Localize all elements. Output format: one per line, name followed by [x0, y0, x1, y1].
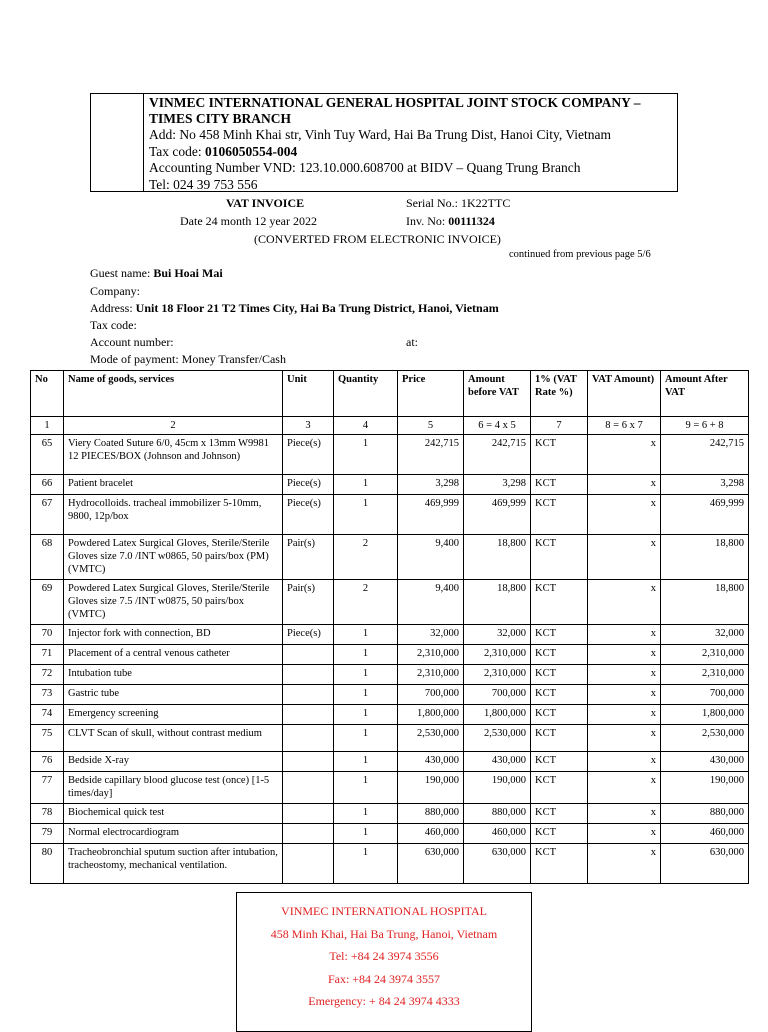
row-amount-after-vat: 700,000: [661, 685, 749, 705]
company-tax-code: Tax code: 0106050554-004: [149, 143, 298, 159]
row-no: 73: [31, 685, 64, 705]
row-item-name: Powdered Latex Surgical Gloves, Sterile/Sterile Gloves size 7.5 /INT w0875, 50 pairs/box (VMTC): [64, 580, 283, 625]
row-quantity: 1: [334, 804, 398, 824]
stamp-line-name: VINMEC INTERNATIONAL HOSPITAL: [281, 904, 487, 918]
header-name: Name of goods, services: [64, 371, 283, 417]
table-row: [31, 844, 749, 884]
row-no: 67: [31, 495, 64, 535]
row-price: 9,400: [398, 580, 464, 625]
index-cell: 1: [31, 417, 64, 435]
row-price: 1,800,000: [398, 705, 464, 725]
index-cell: 9 = 6 + 8: [661, 417, 749, 435]
row-quantity: 1: [334, 685, 398, 705]
row-amount-after-vat: 18,800: [661, 535, 749, 580]
index-cell: 3: [283, 417, 334, 435]
row-price: 242,715: [398, 435, 464, 475]
payment-mode: Mode of payment: Money Transfer/Cash: [90, 352, 286, 366]
row-vat-amount: x: [588, 580, 661, 625]
index-cell: 6 = 4 x 5: [464, 417, 531, 435]
table-row: [31, 495, 749, 535]
row-amount-after-vat: 630,000: [661, 844, 749, 884]
stamp-line-fax: Fax: +84 24 3974 3557: [327, 971, 441, 986]
row-no: 68: [31, 535, 64, 580]
row-amount-before-vat: 18,800: [464, 580, 531, 625]
row-amount-after-vat: 190,000: [661, 772, 749, 804]
table-row: [31, 580, 749, 625]
row-price: 460,000: [398, 824, 464, 844]
row-item-name: CLVT Scan of skull, without contrast medium: [64, 725, 283, 752]
row-unit: Piece(s): [283, 475, 334, 495]
row-item-name: Patient bracelet: [64, 475, 283, 495]
row-amount-after-vat: 32,000: [661, 625, 749, 645]
row-amount-after-vat: 1,800,000: [661, 705, 749, 725]
company-field: Company:: [90, 284, 140, 298]
account-at-field: at:: [406, 335, 418, 349]
company-name: VINMEC INTERNATIONAL GENERAL HOSPITAL JOINT STOCK COMPANY – TIMES CITY BRANCH: [149, 95, 641, 126]
row-quantity: 1: [334, 824, 398, 844]
row-quantity: 1: [334, 435, 398, 475]
row-item-name: Powdered Latex Surgical Gloves, Sterile/Sterile Gloves size 7.0 /INT w0865, 50 pairs/box (PM) (VMTC): [64, 535, 283, 580]
row-quantity: 2: [334, 535, 398, 580]
header-amount-before-vat: Amount before VAT: [464, 371, 531, 417]
row-price: 630,000: [398, 844, 464, 884]
row-vat-rate: KCT: [531, 645, 588, 665]
table-row: [31, 475, 749, 495]
row-no: 76: [31, 752, 64, 772]
header-no: No: [31, 371, 64, 417]
row-price: 2,310,000: [398, 645, 464, 665]
header-vat-rate: 1% (VAT Rate %): [531, 371, 588, 417]
table-row: [31, 804, 749, 824]
index-cell: 8 = 6 x 7: [588, 417, 661, 435]
table-row: [31, 685, 749, 705]
row-no: 77: [31, 772, 64, 804]
row-item-name: Viery Coated Suture 6/0, 45cm x 13mm W9981 12 PIECES/BOX (Johnson and Johnson): [64, 435, 283, 475]
row-amount-before-vat: 2,530,000: [464, 725, 531, 752]
row-amount-before-vat: 469,999: [464, 495, 531, 535]
guest-name: Guest name: Bui Hoai Mai: [90, 266, 223, 280]
table-row: [31, 752, 749, 772]
row-vat-amount: x: [588, 625, 661, 645]
row-item-name: Tracheobronchial sputum suction after intubation, tracheostomy, mechanical ventilation.: [64, 844, 283, 884]
tax-code-field: Tax code:: [90, 318, 137, 332]
address-field: Address: Unit 18 Floor 21 T2 Times City, Hai Ba Trung District, Hanoi, Vietnam: [90, 301, 499, 315]
company-account: Accounting Number VND: 123.10.000.608700 at BIDV – Quang Trung Branch: [149, 160, 581, 175]
row-amount-before-vat: 630,000: [464, 844, 531, 884]
row-vat-amount: x: [588, 475, 661, 495]
row-vat-rate: KCT: [531, 665, 588, 685]
row-amount-before-vat: 18,800: [464, 535, 531, 580]
row-vat-rate: KCT: [531, 752, 588, 772]
row-price: 2,310,000: [398, 665, 464, 685]
row-unit: [283, 752, 334, 772]
row-item-name: Injector fork with connection, BD: [64, 625, 283, 645]
row-vat-amount: x: [588, 824, 661, 844]
row-unit: [283, 665, 334, 685]
row-vat-amount: x: [588, 435, 661, 475]
row-vat-amount: x: [588, 495, 661, 535]
row-amount-after-vat: 2,530,000: [661, 725, 749, 752]
logo-cell: [91, 94, 144, 191]
row-price: 2,530,000: [398, 725, 464, 752]
row-no: 74: [31, 705, 64, 725]
row-no: 71: [31, 645, 64, 665]
row-unit: Pair(s): [283, 535, 334, 580]
stamp-line-emergency: Emergency: + 84 24 3974 4333: [308, 994, 460, 1009]
row-item-name: Gastric tube: [64, 685, 283, 705]
row-quantity: 1: [334, 665, 398, 685]
row-quantity: 1: [334, 725, 398, 752]
row-amount-after-vat: 18,800: [661, 580, 749, 625]
row-vat-rate: KCT: [531, 580, 588, 625]
row-price: 469,999: [398, 495, 464, 535]
row-unit: Piece(s): [283, 625, 334, 645]
row-unit: [283, 645, 334, 665]
index-cell: 5: [398, 417, 464, 435]
row-no: 66: [31, 475, 64, 495]
header-quantity: Quantity: [334, 371, 398, 417]
row-quantity: 1: [334, 475, 398, 495]
row-vat-rate: KCT: [531, 725, 588, 752]
row-quantity: 1: [334, 844, 398, 884]
header-unit: Unit: [283, 371, 334, 417]
row-vat-amount: x: [588, 535, 661, 580]
row-price: 700,000: [398, 685, 464, 705]
row-no: 79: [31, 824, 64, 844]
row-amount-after-vat: 460,000: [661, 824, 749, 844]
header-price: Price: [398, 371, 464, 417]
row-vat-rate: KCT: [531, 495, 588, 535]
row-vat-rate: KCT: [531, 475, 588, 495]
row-item-name: Bedside capillary blood glucose test (once) [1-5 times/day]: [64, 772, 283, 804]
index-cell: 7: [531, 417, 588, 435]
row-vat-amount: x: [588, 844, 661, 884]
row-vat-amount: x: [588, 752, 661, 772]
row-vat-rate: KCT: [531, 625, 588, 645]
row-vat-amount: x: [588, 665, 661, 685]
row-vat-amount: x: [588, 645, 661, 665]
table-row: [31, 535, 749, 580]
row-amount-after-vat: 3,298: [661, 475, 749, 495]
row-unit: [283, 824, 334, 844]
row-vat-rate: KCT: [531, 804, 588, 824]
converted-note: (CONVERTED FROM ELECTRONIC INVOICE): [254, 232, 501, 246]
row-vat-rate: KCT: [531, 705, 588, 725]
row-item-name: Bedside X-ray: [64, 752, 283, 772]
row-amount-before-vat: 460,000: [464, 824, 531, 844]
row-amount-before-vat: 242,715: [464, 435, 531, 475]
row-item-name: Emergency screening: [64, 705, 283, 725]
row-unit: Pair(s): [283, 580, 334, 625]
row-amount-after-vat: 430,000: [661, 752, 749, 772]
row-quantity: 1: [334, 772, 398, 804]
invoice-number: Inv. No: 00111324: [406, 214, 495, 228]
row-item-name: Hydrocolloids. tracheal immobilizer 5-10mm, 9800, 12p/box: [64, 495, 283, 535]
row-unit: [283, 685, 334, 705]
row-item-name: Biochemical quick test: [64, 804, 283, 824]
company-info: [149, 95, 677, 193]
row-amount-after-vat: 469,999: [661, 495, 749, 535]
table-row: [31, 705, 749, 725]
row-unit: Piece(s): [283, 495, 334, 535]
table-row: [31, 625, 749, 645]
row-price: 3,298: [398, 475, 464, 495]
row-amount-before-vat: 32,000: [464, 625, 531, 645]
row-vat-amount: x: [588, 772, 661, 804]
invoice-items-table: [30, 370, 749, 884]
invoice-title: VAT INVOICE: [226, 196, 305, 210]
row-amount-before-vat: 3,298: [464, 475, 531, 495]
row-no: 72: [31, 665, 64, 685]
row-item-name: Placement of a central venous catheter: [64, 645, 283, 665]
company-header-box: [90, 93, 678, 192]
item-rows: [31, 435, 749, 884]
row-amount-after-vat: 880,000: [661, 804, 749, 824]
row-quantity: 1: [334, 705, 398, 725]
row-price: 430,000: [398, 752, 464, 772]
row-amount-before-vat: 880,000: [464, 804, 531, 824]
row-vat-rate: KCT: [531, 535, 588, 580]
row-amount-before-vat: 190,000: [464, 772, 531, 804]
invoice-date: Date 24 month 12 year 2022: [180, 214, 317, 228]
row-vat-amount: x: [588, 705, 661, 725]
row-amount-before-vat: 430,000: [464, 752, 531, 772]
row-no: 78: [31, 804, 64, 824]
row-vat-amount: x: [588, 685, 661, 705]
stamp-text: [237, 893, 531, 1013]
table-row: [31, 725, 749, 752]
row-vat-rate: KCT: [531, 824, 588, 844]
row-vat-rate: KCT: [531, 772, 588, 804]
row-unit: [283, 705, 334, 725]
account-number-field: Account number:: [90, 335, 174, 349]
row-vat-amount: x: [588, 804, 661, 824]
table-row: [31, 665, 749, 685]
row-no: 69: [31, 580, 64, 625]
row-amount-after-vat: 2,310,000: [661, 665, 749, 685]
index-cell: 2: [64, 417, 283, 435]
row-unit: [283, 772, 334, 804]
table-row: [31, 824, 749, 844]
row-item-name: Intubation tube: [64, 665, 283, 685]
row-quantity: 1: [334, 752, 398, 772]
row-unit: [283, 844, 334, 884]
table-row: [31, 772, 749, 804]
row-amount-after-vat: 2,310,000: [661, 645, 749, 665]
row-price: 880,000: [398, 804, 464, 824]
row-vat-amount: x: [588, 725, 661, 752]
row-unit: [283, 725, 334, 752]
row-unit: [283, 804, 334, 824]
row-amount-before-vat: 2,310,000: [464, 665, 531, 685]
row-no: 75: [31, 725, 64, 752]
row-no: 70: [31, 625, 64, 645]
table-header-row: [31, 371, 749, 417]
row-vat-rate: KCT: [531, 685, 588, 705]
row-unit: Piece(s): [283, 435, 334, 475]
row-quantity: 1: [334, 625, 398, 645]
row-vat-rate: KCT: [531, 435, 588, 475]
row-amount-after-vat: 242,715: [661, 435, 749, 475]
row-amount-before-vat: 2,310,000: [464, 645, 531, 665]
table-index-row: [31, 417, 749, 435]
row-price: 32,000: [398, 625, 464, 645]
row-price: 9,400: [398, 535, 464, 580]
table-row: [31, 435, 749, 475]
continued-note: continued from previous page 5/6: [509, 249, 651, 260]
row-price: 190,000: [398, 772, 464, 804]
row-amount-before-vat: 700,000: [464, 685, 531, 705]
company-tel: Tel: 024 39 753 556: [149, 176, 258, 192]
stamp-line-address: 458 Minh Khai, Hai Ba Trung, Hanoi, Vietnam: [270, 926, 498, 941]
row-item-name: Normal electrocardiogram: [64, 824, 283, 844]
row-amount-before-vat: 1,800,000: [464, 705, 531, 725]
header-amount-after-vat: Amount After VAT: [661, 371, 749, 417]
row-quantity: 1: [334, 495, 398, 535]
row-quantity: 1: [334, 645, 398, 665]
index-cell: 4: [334, 417, 398, 435]
row-no: 80: [31, 844, 64, 884]
row-quantity: 2: [334, 580, 398, 625]
hospital-stamp: [236, 892, 532, 1032]
company-address: Add: No 458 Minh Khai str, Vinh Tuy Ward, Hai Ba Trung Dist, Hanoi City, Vietnam: [149, 127, 612, 142]
header-vat-amount: VAT Amount): [588, 371, 661, 417]
stamp-line-tel: Tel: +84 24 3974 3556: [329, 949, 439, 964]
row-no: 65: [31, 435, 64, 475]
row-vat-rate: KCT: [531, 844, 588, 884]
invoice-serial: Serial No.: 1K22TTC: [406, 196, 511, 210]
table-row: [31, 645, 749, 665]
